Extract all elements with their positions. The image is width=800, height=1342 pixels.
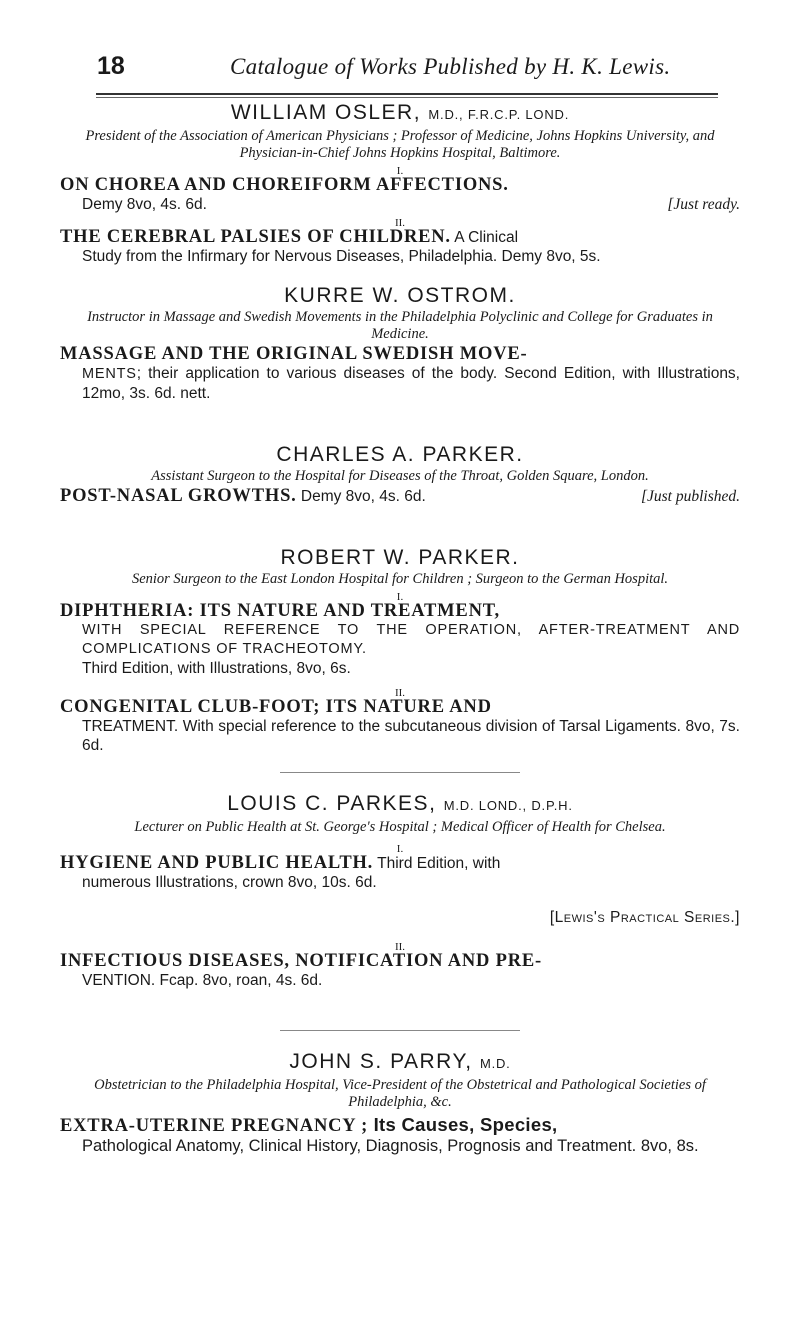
book-entry (60, 345, 740, 364)
author-section-parry (60, 1030, 740, 1156)
book-title: INFECTIOUS DISEASES, NOTIFICATION AND PRE- (60, 951, 542, 971)
book-details: Third Edition, with Illustrations, 8vo, 6s. (82, 660, 351, 677)
book-subtitle: WITH SPECIAL REFERENCE TO THE OPERATION, AFTER-TREATMENT AND COMPLICATIONS OF TRACHEOTOMY. (82, 622, 740, 657)
author-section-osler (60, 100, 740, 266)
author-affiliation: Lecturer on Public Health at St. George's Hospital ; Medical Officer of Health for Chelsea. (134, 819, 666, 835)
author-section-robert-parker (60, 545, 740, 755)
book-entry: THE CEREBRAL PALSIES OF CHILDREN. A Clinical (60, 227, 519, 247)
book-title: ON CHOREA AND CHOREIFORM AFFECTIONS. (60, 175, 509, 195)
header-rule-thin (96, 97, 718, 98)
book-details: Demy 8vo, 4s. 6d. [Just ready. (82, 196, 740, 213)
author-name: WILLIAM OSLER, M.D., F.R.C.P. LOND. (230, 101, 570, 124)
author-affiliation: Senior Surgeon to the East London Hospital for Children ; Surgeon to the German Hospital. (131, 571, 669, 587)
book-entry (60, 952, 740, 971)
book-entry (60, 602, 740, 621)
header-rule (96, 93, 718, 95)
book-entry: EXTRA-UTERINE PREGNANCY ; Its Causes, Species, (60, 1114, 558, 1136)
book-entry (60, 176, 740, 195)
book-entry (60, 698, 740, 717)
book-details: TREATMENT. With special reference to the subcutaneous division of Tarsal Ligaments. 8vo, 7s. 6d. (82, 718, 740, 754)
author-affiliation: President of the Association of American Physicians ; Professor of Medicine, Johns Hopkins University, and Physician-in-Chief Johns Hopkins Hospital, Baltimore. (85, 128, 715, 161)
entry-number: II. (394, 217, 406, 229)
author-affiliation: Obstetrician to the Philadelphia Hospital, Vice-President of the Obstetrical and Pathological Societies of Philadelphia, &c. (94, 1077, 706, 1110)
author-name: JOHN S. PARRY, M.D. (289, 1050, 511, 1073)
book-entry: HYGIENE AND PUBLIC HEALTH. Third Edition, with (60, 853, 501, 873)
entry-number: II. (394, 941, 406, 953)
entry-number: I. (396, 591, 404, 603)
author-name: KURRE W. OSTROM. (284, 284, 516, 307)
book-details: VENTION. Fcap. 8vo, roan, 4s. 6d. (82, 972, 323, 989)
book-title: THE CEREBRAL PALSIES OF CHILDREN. (60, 227, 451, 247)
status-note: [Just ready. (667, 196, 740, 213)
book-details: Study from the Infirmary for Nervous Diseases, Philadelphia. Demy 8vo, 5s. (82, 248, 601, 265)
book-title: HYGIENE AND PUBLIC HEALTH. (60, 853, 374, 873)
book-title: POST-NASAL GROWTHS. (60, 486, 297, 506)
author-name: LOUIS C. PARKES, M.D. LOND., D.P.H. (227, 792, 573, 815)
author-section-ostrom (60, 283, 740, 403)
author-degrees: M.D. (479, 1056, 511, 1071)
section-divider (280, 772, 520, 773)
book-title: DIPHTHERIA: ITS NATURE AND TREATMENT, (60, 601, 500, 621)
author-section-parkes (60, 772, 740, 990)
book-details: Pathological Anatomy, Clinical History, Diagnosis, Prognosis and Treatment. 8vo, 8s. (82, 1137, 699, 1155)
book-title: CONGENITAL CLUB-FOOT; ITS NATURE AND (60, 697, 492, 717)
status-note: [Just published. (640, 488, 740, 505)
book-details: MENTS; their application to various diseases of the body. Second Edition, with Illustrations, 12mo, 3s. 6d. nett. (82, 365, 740, 402)
entry-number: I. (396, 165, 404, 177)
series-note: [Lewis's Practical Series.] (549, 908, 740, 926)
entry-number: I. (396, 843, 404, 855)
author-affiliation: Instructor in Massage and Swedish Movements in the Philadelphia Polyclinic and College for Graduates in Medicine. (87, 309, 713, 342)
author-degrees: M.D. LOND., D.P.H. (443, 798, 573, 813)
page-header (0, 52, 800, 92)
author-section-charles-parker (60, 442, 740, 506)
entry-number: II. (394, 687, 406, 699)
author-name: ROBERT W. PARKER. (280, 546, 520, 569)
section-divider (280, 1030, 520, 1031)
book-entry: POST-NASAL GROWTHS. Demy 8vo, 4s. 6d. [Just published. (60, 486, 740, 506)
running-head: Catalogue of Works Published by H. K. Lewis. (230, 54, 671, 79)
book-title: MASSAGE AND THE ORIGINAL SWEDISH MOVE- (60, 344, 528, 364)
book-title: EXTRA-UTERINE PREGNANCY ; (60, 1116, 369, 1136)
page-number: 18 (97, 52, 125, 80)
author-affiliation: Assistant Surgeon to the Hospital for Diseases of the Throat, Golden Square, London. (151, 468, 649, 484)
author-name: CHARLES A. PARKER. (276, 443, 524, 466)
author-degrees: M.D., F.R.C.P. LOND. (428, 107, 570, 122)
book-details: numerous Illustrations, crown 8vo, 10s. 6d. (82, 874, 377, 891)
